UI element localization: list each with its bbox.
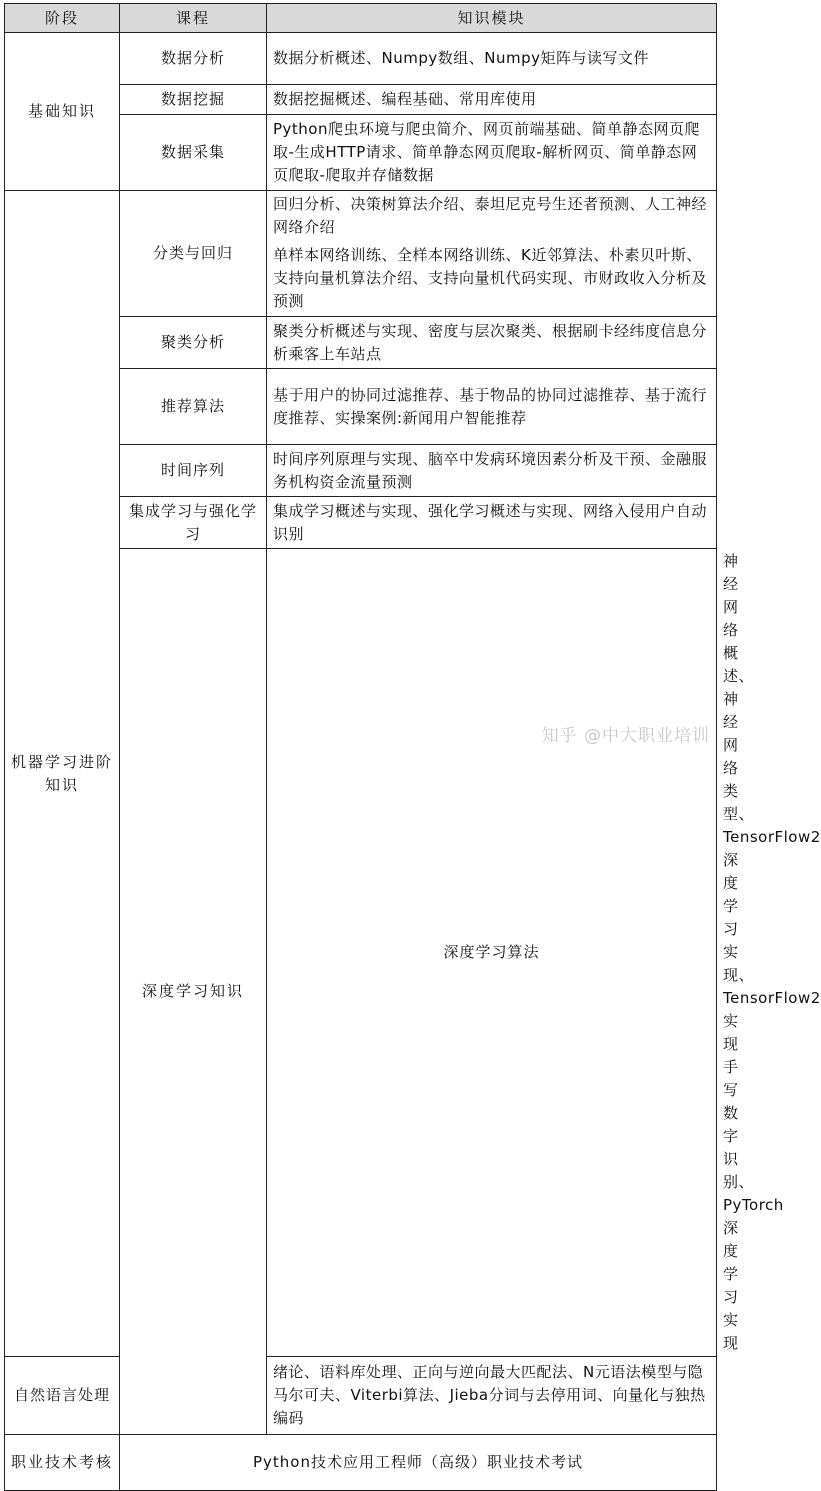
course-cell: 聚类分析	[120, 317, 267, 369]
modules-cell: 聚类分析概述与实现、密度与层次聚类、根据刷卡经纬度信息分析乘客上车站点	[267, 317, 717, 369]
table-row	[5, 1357, 717, 1435]
modules-cell: 集成学习概述与实现、强化学习概述与实现、网络入侵用户自动识别	[267, 497, 717, 549]
course-cell: 数据分析	[120, 33, 267, 85]
modules-cell: 绪论、语料库处理、正向与逆向最大匹配法、N元语法模型与隐马尔可夫、Viterbi算法、Jieba分词与去停用词、向量化与独热编码	[267, 1357, 717, 1435]
stage-cell: 机器学习进阶知识	[5, 191, 120, 1357]
course-cell: 数据挖掘	[120, 85, 267, 115]
modules-cell: 数据挖掘概述、编程基础、常用库使用	[267, 85, 717, 115]
modules-cell: 单样本网络训练、全样本网络训练、K近邻算法、朴素贝叶斯、支持向量机算法介绍、支持向量机代码实现、市财政收入分析及预测	[267, 241, 717, 317]
modules-cell: Python爬虫环境与爬虫简介、网页前端基础、简单静态网页爬取-生成HTTP请求、简单静态网页爬取-解析网页、简单静态网页爬取-爬取并存储数据	[267, 115, 717, 191]
header-course: 课程	[120, 4, 267, 33]
modules-cell: 基于用户的协同过滤推荐、基于物品的协同过滤推荐、基于流行度推荐、实操案例:新闻用户智能推荐	[267, 369, 717, 445]
course-cell: 时间序列	[120, 445, 267, 497]
modules-cell: 回归分析、决策树算法介绍、泰坦尼克号生还者预测、人工神经网络介绍	[267, 191, 717, 241]
table-row	[5, 1435, 717, 1491]
modules-cell: 数据分析概述、Numpy数组、Numpy矩阵与读写文件	[267, 33, 717, 85]
header-modules: 知识模块	[267, 4, 717, 33]
table-row: 深度学习知识 深度学习算法 神经网络概述、神经网络类型、TensorFlow2深度学习实现、TensorFlow2实现手写数字识别、PyTorch深度学习实现	[5, 549, 717, 1357]
table-row	[5, 191, 717, 241]
course-cell: 集成学习与强化学习	[120, 497, 267, 549]
table-header-row	[5, 4, 717, 33]
course-cell: 数据采集	[120, 115, 267, 191]
modules-cell: 时间序列原理与实现、脑卒中发病环境因素分析及干预、金融服务机构资金流量预测	[267, 445, 717, 497]
curriculum-table	[4, 3, 821, 1491]
stage-cell: 职业技术考核	[5, 1435, 120, 1491]
course-cell: 推荐算法	[120, 369, 267, 445]
stage-cell: 基础知识	[5, 33, 120, 191]
course-cell: 自然语言处理	[5, 1357, 120, 1435]
table-row	[5, 33, 717, 85]
header-stage: 阶段	[5, 4, 120, 33]
course-cell: 分类与回归	[120, 191, 267, 317]
watermark: 知乎 @中大职业培训	[541, 726, 710, 746]
stage-cell: 深度学习知识	[120, 549, 267, 1435]
exam-cell: Python技术应用工程师（高级）职业技术考试	[120, 1435, 717, 1491]
course-cell: 深度学习算法	[267, 549, 717, 1357]
